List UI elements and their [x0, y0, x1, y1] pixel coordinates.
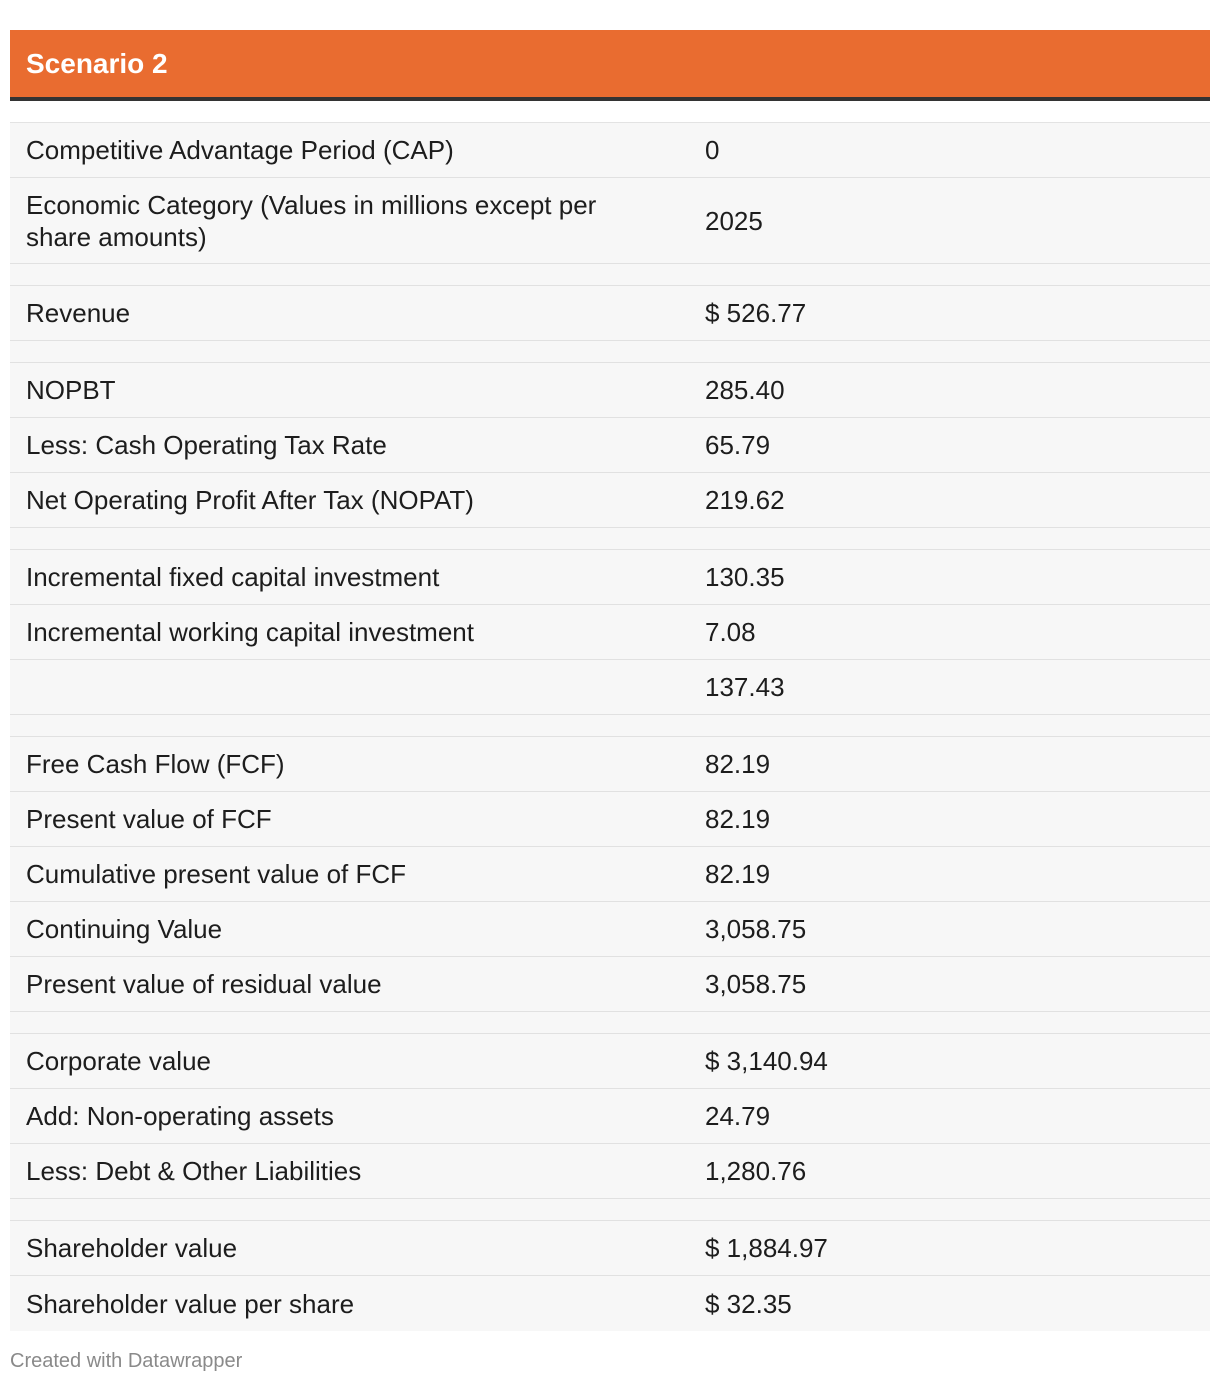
row-value: 219.62: [705, 485, 785, 515]
table-row: [10, 1089, 1210, 1144]
row-value: 7.08: [705, 617, 756, 647]
row-value: 24.79: [705, 1101, 771, 1131]
table-row: [10, 605, 1210, 660]
table-row-spacer: [10, 1199, 1210, 1221]
row-label: Incremental fixed capital investment: [26, 562, 440, 592]
row-value: 82.19: [705, 749, 771, 779]
row-value: 0: [705, 135, 720, 165]
row-value: $ 526.77: [705, 298, 807, 328]
valuation-table: [10, 122, 1210, 1331]
row-label: Competitive Advantage Period (CAP): [26, 135, 454, 165]
row-label: Less: Debt & Other Liabilities: [26, 1156, 362, 1186]
table-row: [10, 792, 1210, 847]
table-row: [10, 123, 1210, 178]
table-row: [10, 737, 1210, 792]
row-value: 285.40: [705, 375, 785, 405]
row-label: Economic Category (Values in millions except per share amounts): [26, 189, 597, 252]
row-label: Cumulative present value of FCF: [26, 859, 407, 889]
row-label: NOPBT: [26, 375, 116, 405]
row-value: 82.19: [705, 804, 771, 834]
table-row: [10, 286, 1210, 341]
table-header: [10, 30, 1210, 101]
row-value: 82.19: [705, 859, 771, 889]
row-value: 3,058.75: [705, 914, 807, 944]
table-row: [10, 473, 1210, 528]
row-label: Free Cash Flow (FCF): [26, 749, 285, 779]
row-label: Continuing Value: [26, 914, 223, 944]
row-label: Shareholder value: [26, 1233, 238, 1263]
row-label: Present value of residual value: [26, 969, 382, 999]
table-row-spacer: [10, 528, 1210, 550]
row-value: 65.79: [705, 430, 771, 460]
row-value: $ 32.35: [705, 1288, 792, 1319]
table-row-spacer: [10, 264, 1210, 286]
row-value: $ 1,884.97: [705, 1233, 828, 1263]
table-row: [10, 1221, 1210, 1276]
table-row: [10, 660, 1210, 715]
row-label: Incremental working capital investment: [26, 617, 474, 647]
row-label: Present value of FCF: [26, 804, 272, 834]
table-row: [10, 550, 1210, 605]
row-label: Less: Cash Operating Tax Rate: [26, 430, 387, 460]
datawrapper-credit: Created with Datawrapper: [10, 1350, 243, 1372]
table-row-spacer: [10, 715, 1210, 737]
table-title: Scenario 2: [26, 48, 168, 79]
row-label: Add: Non-operating assets: [26, 1101, 334, 1131]
row-value: 137.43: [705, 672, 785, 702]
table-row: [10, 847, 1210, 902]
table-row: [10, 957, 1210, 1012]
row-value: 130.35: [705, 562, 785, 592]
table-row-spacer: [10, 341, 1210, 363]
row-label: Shareholder value per share: [26, 1288, 355, 1319]
table-row: [10, 1034, 1210, 1089]
row-value: 2025: [705, 205, 763, 236]
table-row: [10, 1144, 1210, 1199]
row-value: $ 3,140.94: [705, 1046, 828, 1076]
table-row: [10, 1276, 1210, 1331]
table-row-spacer: [10, 1012, 1210, 1034]
row-label: Revenue: [26, 298, 131, 328]
row-value: 1,280.76: [705, 1156, 807, 1186]
row-value: 3,058.75: [705, 969, 807, 999]
table-row: [10, 363, 1210, 418]
table-row: [10, 178, 1210, 264]
row-label: Net Operating Profit After Tax (NOPAT): [26, 485, 474, 515]
row-label: Corporate value: [26, 1046, 211, 1076]
table-row: [10, 418, 1210, 473]
table-row: [10, 902, 1210, 957]
